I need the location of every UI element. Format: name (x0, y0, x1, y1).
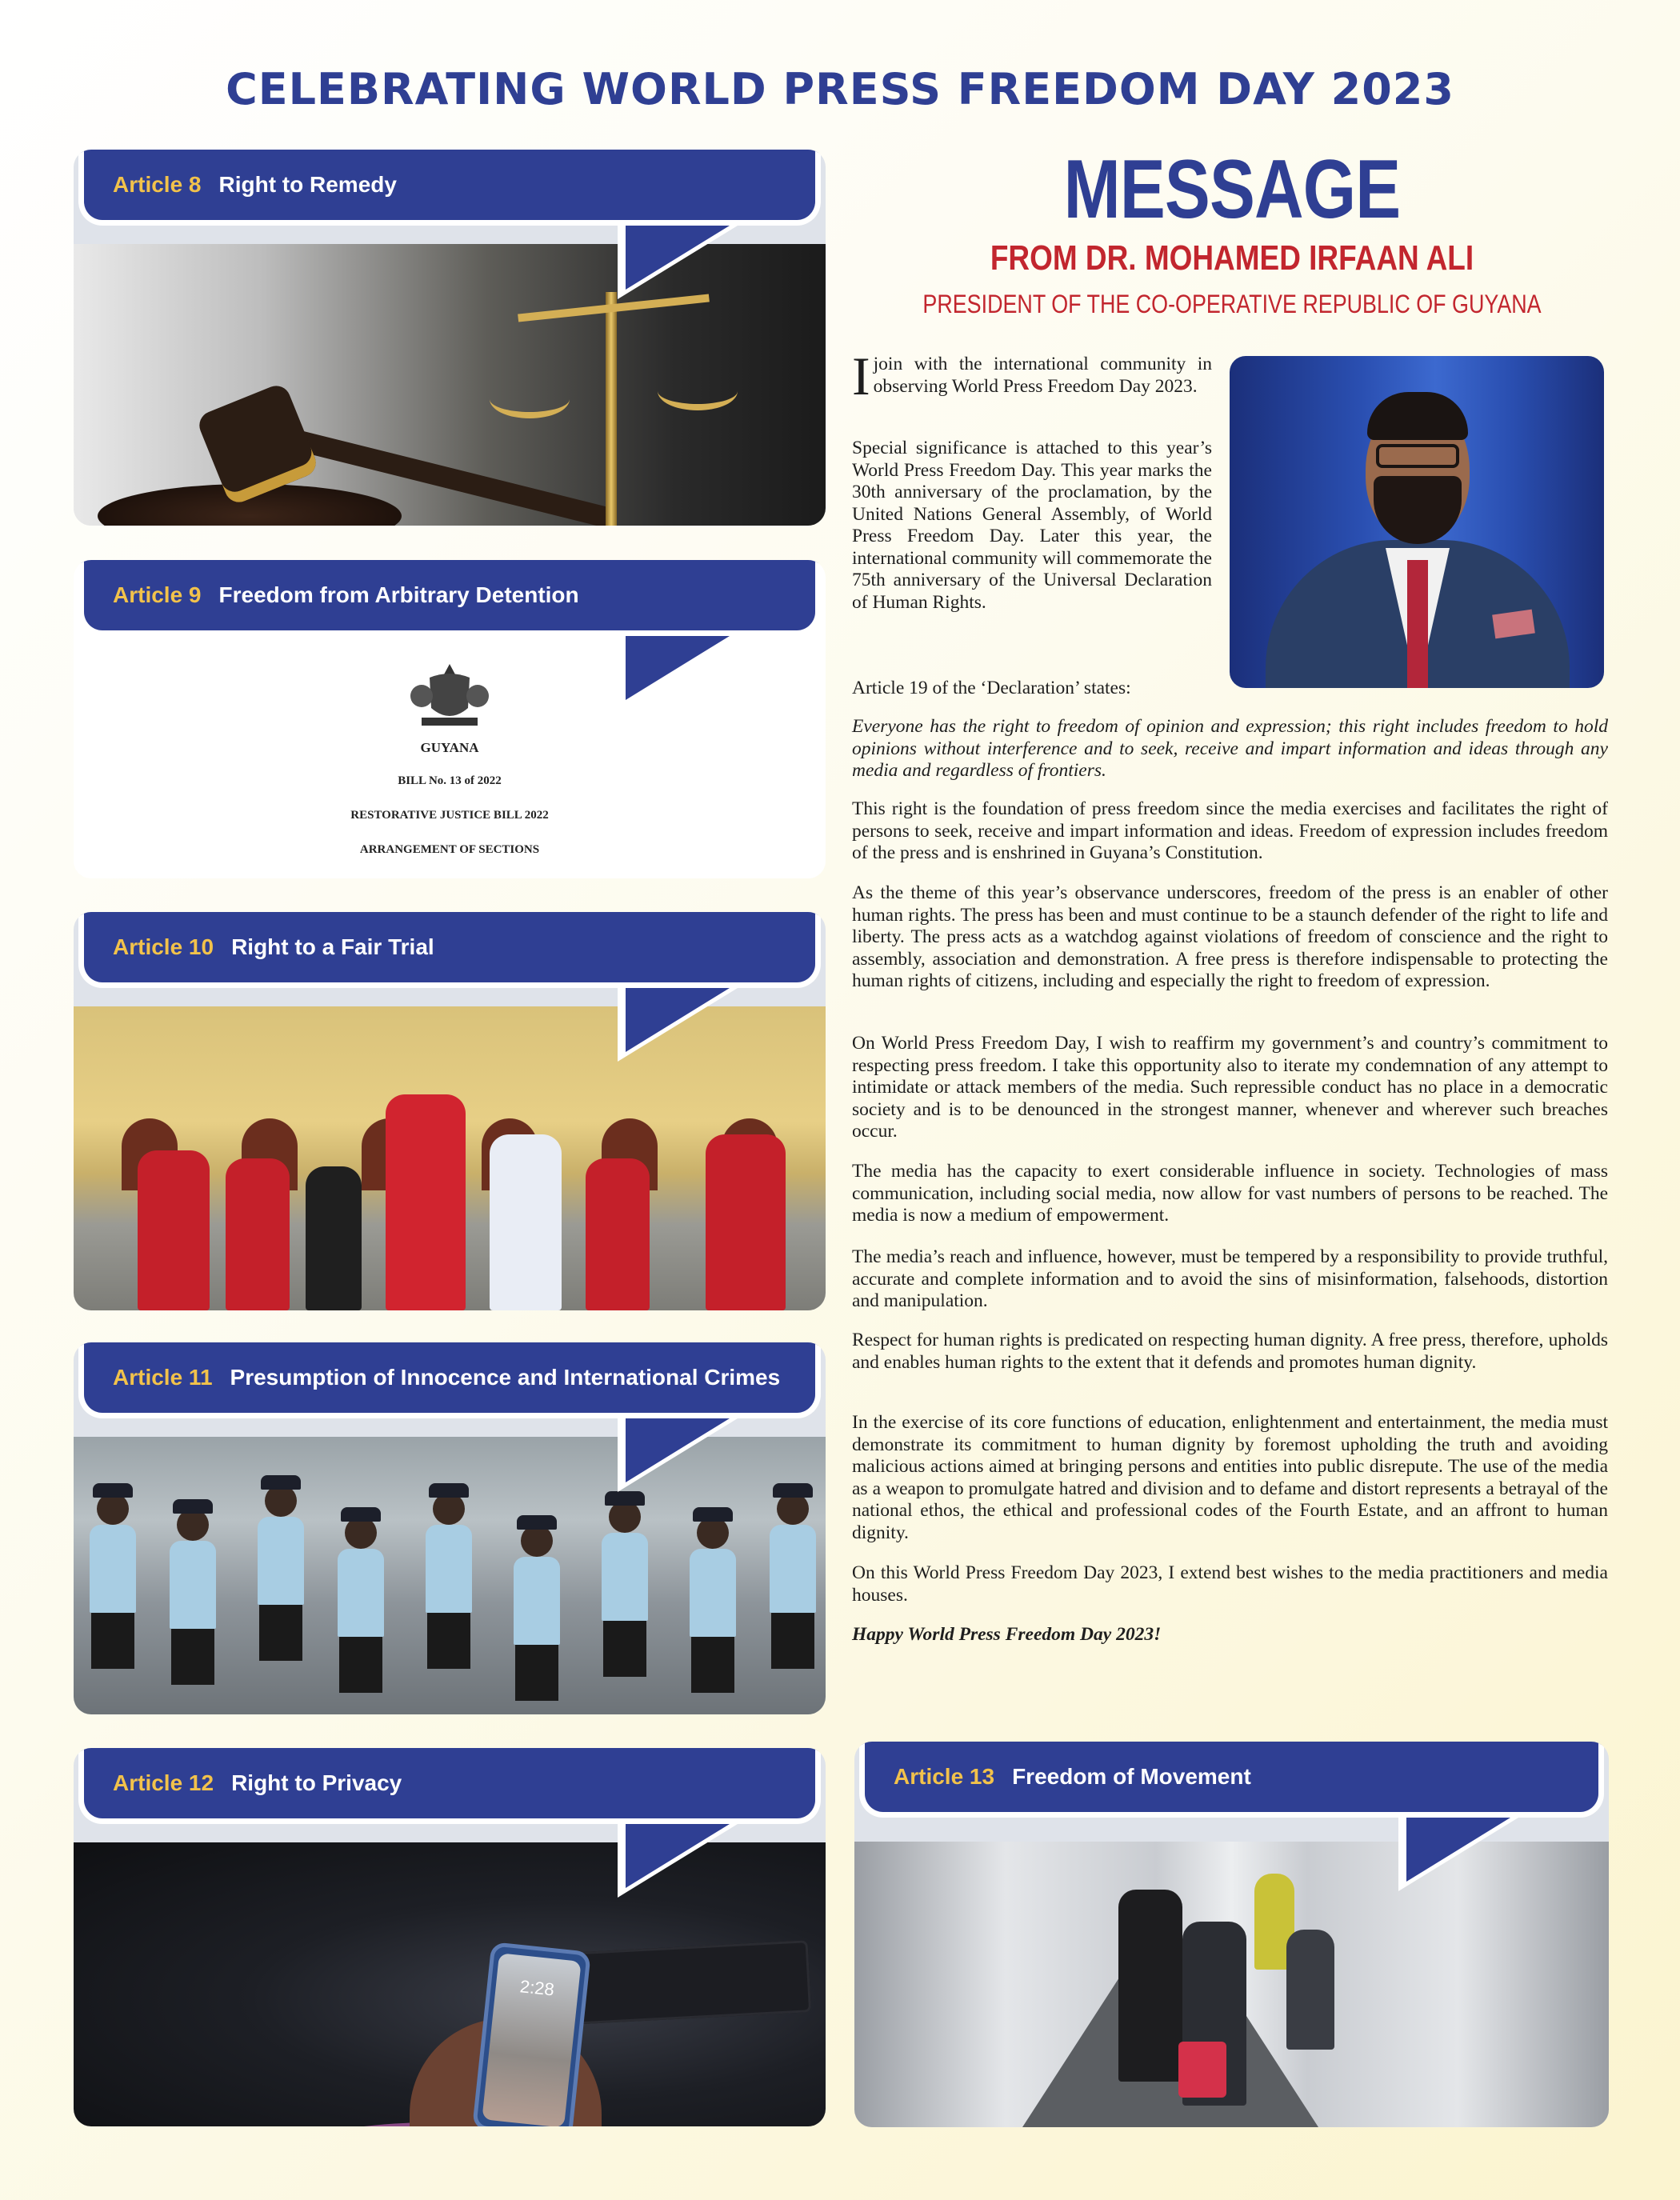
message-paragraph-6: As the theme of this year’s observance underscores, freedom of the press is an enabler of other human rights. The press has been and must continue to be a staunch defender of the right to life and liberty. The press acts as a watchdog against violations of freedom of conscience and the right to assembly, association and demonstration. A free press is therefore indispensable to protecting the human rights of citizens, including and especially the right to freedom of expression. (852, 882, 1608, 991)
message-paragraph-7: On World Press Freedom Day, I wish to reaffirm my government’s and country’s commitment to respecting press freedom. I take this opportunity also to iterate my condemnation of any attempt to intimidate or attack members of the media. Such repressible conduct has no place in a democratic society and is to be denounced in the strongest manner, whenever and wherever such breaches occur. (852, 1033, 1608, 1142)
message-paragraph-3: Article 19 of the ‘Declaration’ states: (852, 678, 1131, 698)
drop-cap: I (852, 346, 870, 406)
article-number: Article 8 (113, 172, 202, 197)
message-author-role: PRESIDENT OF THE CO-OPERATIVE REPUBLIC OF GUYANA (922, 290, 1542, 318)
message-text: join with the international community in observing World Press Freedom Day 2023. (873, 354, 1212, 397)
article-number: Article 12 (113, 1770, 214, 1795)
message-paragraph-12: On this World Press Freedom Day 2023, I extend best wishes to the media practitioners and media houses. (852, 1562, 1608, 1606)
document-section-heading: ARRANGEMENT OF SECTIONS (359, 843, 540, 856)
message-closing: Happy World Press Freedom Day 2023! (852, 1624, 1162, 1645)
document-country: GUYANA (420, 740, 479, 755)
article-number: Article 13 (894, 1764, 995, 1789)
article-number: Article 10 (113, 934, 214, 959)
smartphone (472, 1942, 591, 2126)
article-card-9 (74, 560, 826, 878)
article-card-10 (74, 912, 826, 1310)
article-number: Article 11 (113, 1365, 213, 1390)
message-title: MESSAGE (1063, 143, 1401, 236)
message-paragraph-10: Respect for human rights is predicated on respecting human dignity. A free press, therefore, upholds and enables human rights to the extent that it defends and promotes human dignity. (852, 1330, 1608, 1373)
message-paragraph-5: This right is the foundation of press freedom since the media exercises and facilitates the right of persons to seek, receive and impart information and ideas. Freedom of expression includes freedom of the press and is enshrined in Guyana’s Constitution. (852, 798, 1608, 863)
keyboard (568, 1940, 811, 2025)
message-paragraph-1 (852, 346, 1212, 406)
message-paragraph-2: Special significance is attached to this year’s World Press Freedom Day. This year marks the 30th anniversary of the proclamation, by the United Nations General Assembly, of World Press Freedom Day. Later this year, the international community will commemorate the 75th anniversary of the Universal Declaration of Human Rights. (852, 438, 1212, 613)
article-title: Right to Privacy (231, 1770, 402, 1795)
article-card-12 (74, 1748, 826, 2126)
page-title: CELEBRATING WORLD PRESS FREEDOM DAY 2023 (226, 64, 1454, 114)
message-author: FROM DR. MOHAMED IRFAAN ALI (990, 238, 1474, 278)
article-9-banner (78, 560, 821, 636)
message-quote: Everyone has the right to freedom of opinion and expression; this right includes freedom to hold opinions without interference and to seek, receive and impart information and ideas through any media and regardless of frontiers. (852, 716, 1608, 781)
message-paragraph-11: In the exercise of its core functions of education, enlightenment and entertainment, the media must demonstrate its commitment to human dignity by foremost upholding the truth and avoiding malicious actions aimed at bringing persons and entities into public disrepute. The use of the media as a weapon to promulgate hatred and division and to defame and distort represents a betrayal of the national ethos, the ethical and professional codes of the Fourth Estate, and an affront to human dignity. (852, 1412, 1608, 1543)
article-12-banner (78, 1748, 821, 1824)
president-portrait (1230, 356, 1604, 688)
article-13-banner (859, 1742, 1604, 1818)
article-title: Right to Remedy (218, 172, 397, 197)
document-bill-name: RESTORATIVE JUSTICE BILL 2022 (350, 809, 549, 822)
article-card-13 (854, 1742, 1609, 2127)
article-title: Freedom of Movement (1012, 1764, 1251, 1789)
message-paragraph-8: The media has the capacity to exert considerable influence in society. Technologies of mass communication, including social media, now allow for vast numbers of persons to be reached. The media is now a medium of empowerment. (852, 1161, 1608, 1226)
article-title: Freedom from Arbitrary Detention (218, 582, 579, 607)
article-number: Article 9 (113, 582, 202, 607)
guyana-coat-of-arms-icon (406, 660, 494, 732)
article-11-banner (78, 1342, 821, 1418)
article-card-11 (74, 1342, 826, 1714)
message-paragraph-9: The media’s reach and influence, however, must be tempered by a responsibility to provide truthful, accurate and complete information and to avoid the sins of misinformation, falsehoods, distortion and manipulation. (852, 1246, 1608, 1311)
article-10-banner (78, 912, 821, 988)
article-title: Presumption of Innocence and International Crimes (230, 1365, 781, 1390)
article-8-banner (78, 150, 821, 226)
phone-clock: 2:28 (518, 1976, 555, 2000)
article-title: Right to a Fair Trial (231, 934, 434, 959)
document-bill-number: BILL No. 13 of 2022 (398, 774, 502, 787)
article-card-8 (74, 150, 826, 526)
